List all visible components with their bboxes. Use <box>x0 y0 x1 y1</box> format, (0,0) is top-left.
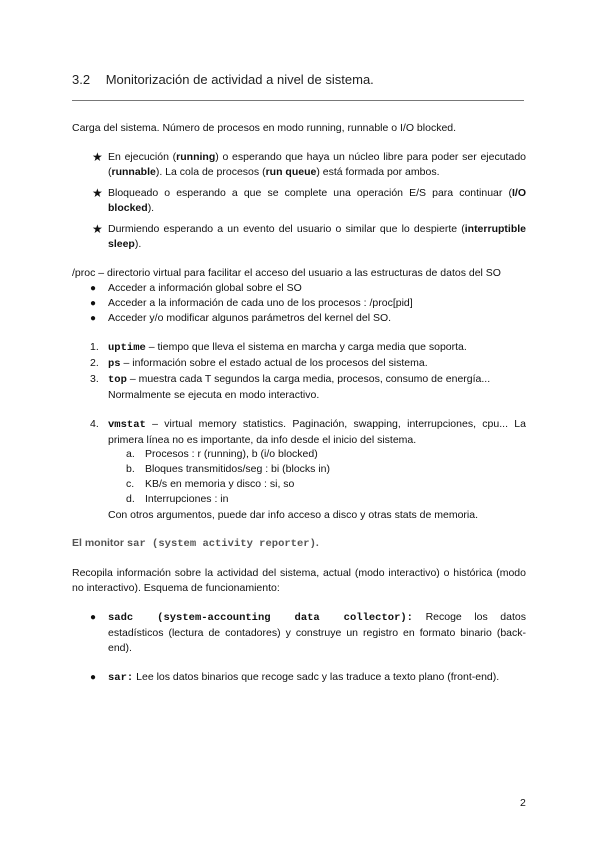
command-item-top: top – muestra cada T segundos la carga media, procesos, consumo de energía... Normalmente se ejecuta en modo interactivo. <box>108 373 491 401</box>
page-number: 2 <box>520 797 526 809</box>
star-item-sleep: Durmiendo esperando a un evento del usuario o similar que lo despierte (interruptible sleep). <box>108 223 526 250</box>
bullet-dot-icon: ● <box>90 298 97 309</box>
bullet-dot-icon: ● <box>90 612 97 623</box>
sub-list-letter: d. <box>126 493 135 505</box>
command-item-ps: ps – información sobre el estado actual de los procesos del sistema. <box>108 357 428 370</box>
command-item-vmstat: vmstat – virtual memory statistics. Paginación, swapping, interrupciones, cpu... La primera línea no es importante, da info desde el inicio del sistema. <box>108 418 526 446</box>
list-number: 4. <box>90 418 99 430</box>
section-title: Monitorización de actividad a nivel de sistema. <box>105 72 374 87</box>
sar-heading: El monitor sar (system activity reporter). <box>72 537 319 550</box>
sub-list-item: Bloques transmitidos/seg : bi (blocks in) <box>145 463 330 475</box>
proc-item: Acceder a la información de cada uno de los procesos : /proc[pid] <box>108 297 413 309</box>
section-heading <box>72 72 374 87</box>
star-item-running: En ejecución (running) o esperando que haya un núcleo libre para poder ser ejecutado (runnable). La cola de procesos (run queue) está formada por ambos. <box>108 151 526 178</box>
sar-item: sar: Lee los datos binarios que recoge sadc y las traduce a texto plano (front-end). <box>108 671 500 684</box>
section-number: 3.2 <box>72 72 91 87</box>
carga-intro: Carga del sistema. Número de procesos en modo running, runnable o I/O blocked. <box>72 122 457 134</box>
list-number: 1. <box>90 341 99 353</box>
sub-list-letter: a. <box>126 448 135 460</box>
list-number: 2. <box>90 357 99 369</box>
sadc-item: sadc (system-accounting data collector): Recoge los datos estadísticos (lectura de contadores) y construye un registro en formato binario (back-end). <box>108 611 526 654</box>
bullet-dot-icon: ● <box>90 313 97 324</box>
sub-list-letter: c. <box>126 478 135 490</box>
star-bullet-icon: ★ <box>92 222 103 236</box>
bullet-dot-icon: ● <box>90 672 97 683</box>
proc-intro: /proc – directorio virtual para facilitar el acceso del usuario a las estructuras de datos del SO <box>72 267 501 279</box>
star-bullet-icon: ★ <box>92 186 103 200</box>
proc-item: Acceder a información global sobre el SO <box>108 282 302 294</box>
star-bullet-icon: ★ <box>92 150 103 164</box>
sub-list-letter: b. <box>126 463 135 475</box>
vmstat-note: Con otros argumentos, puede dar info acceso a disco y otras stats de memoria. <box>108 509 479 521</box>
sub-list-item: Interrupciones : in <box>145 493 229 505</box>
command-item-uptime: uptime – tiempo que lleva el sistema en marcha y carga media que soporta. <box>108 341 467 354</box>
sar-intro: Recopila información sobre la actividad del sistema, actual (modo interactivo) o histórica (modo no interactivo). Esquema de funcionamiento: <box>72 567 526 594</box>
proc-item: Acceder y/o modificar algunos parámetros del kernel del SO. <box>108 312 392 324</box>
list-number: 3. <box>90 373 99 385</box>
sub-list-item: Procesos : r (running), b (i/o blocked) <box>145 448 318 460</box>
bullet-dot-icon: ● <box>90 283 97 294</box>
star-item-blocked: Bloqueado o esperando a que se complete una operación E/S para continuar (I/O blocked). <box>108 187 526 214</box>
sub-list-item: KB/s en memoria y disco : si, so <box>145 478 295 490</box>
heading-rule <box>72 100 524 101</box>
